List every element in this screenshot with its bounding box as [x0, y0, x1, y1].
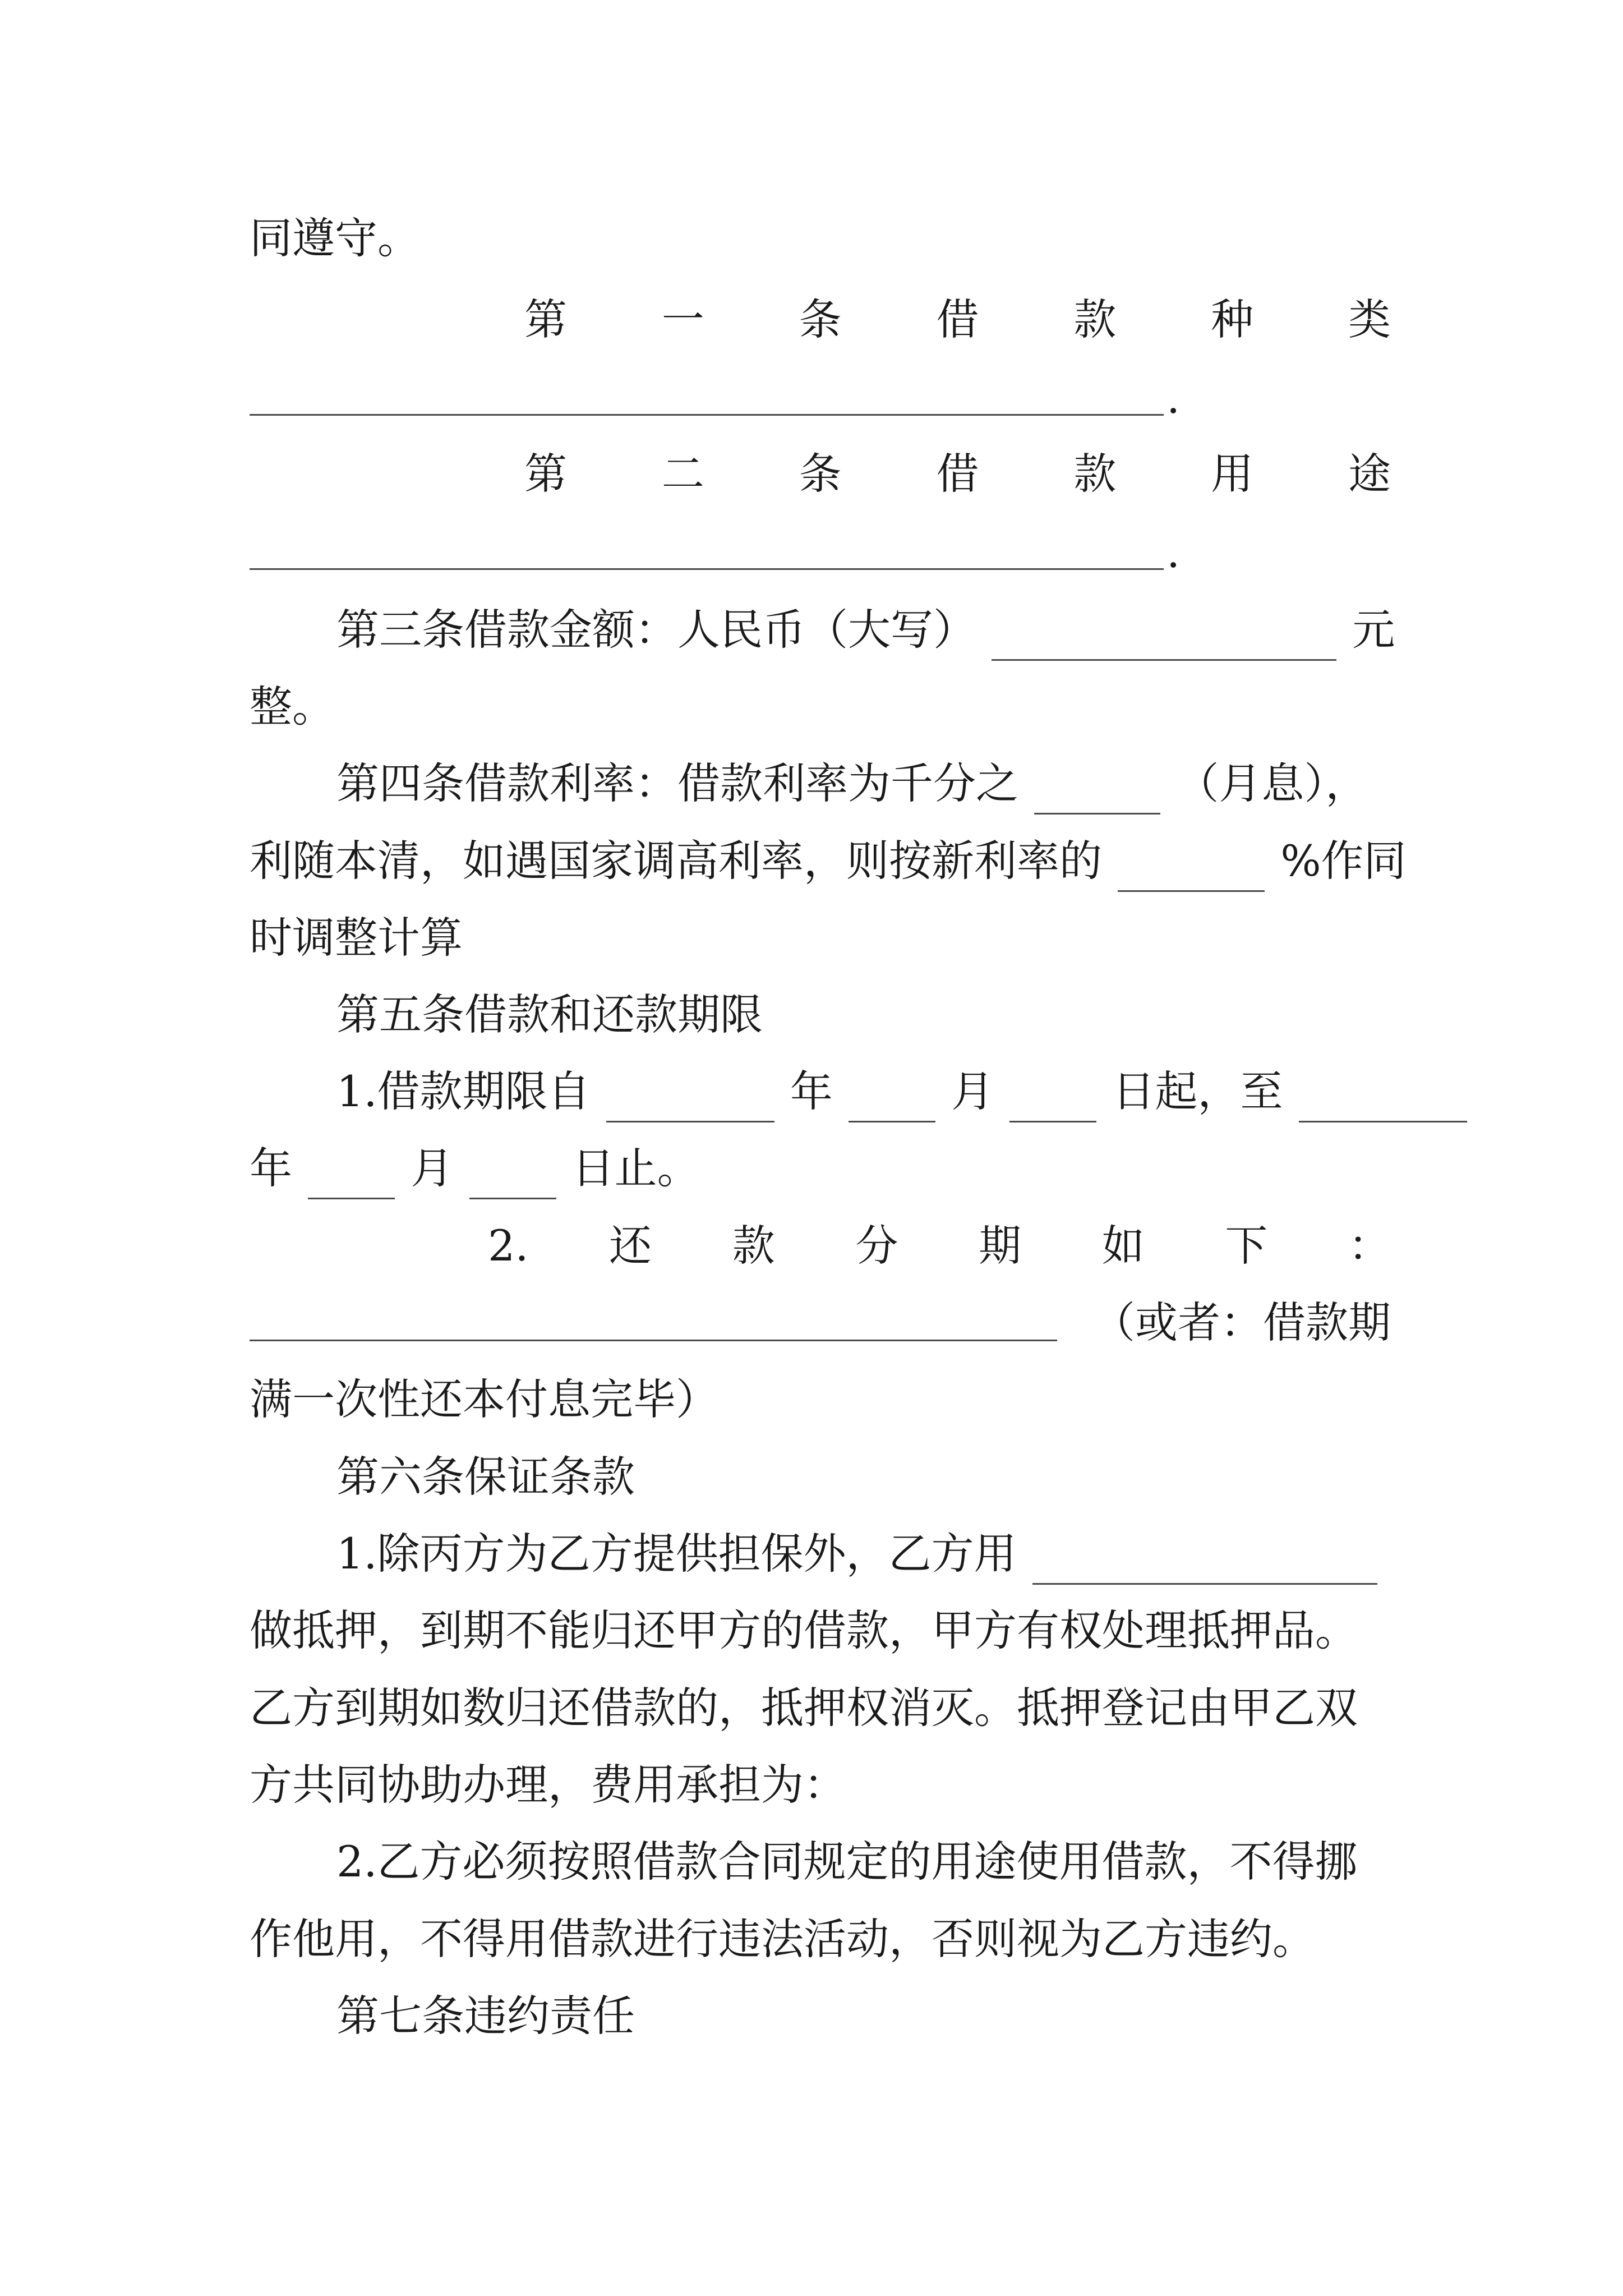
text-line	[250, 830, 1407, 892]
heading-char: 途	[1348, 449, 1391, 499]
article-5-item-2-heading	[488, 1215, 1391, 1277]
article-6-item-2	[336, 1831, 1391, 1893]
text-line	[1060, 1292, 1391, 1354]
paragraph-text: 第五条借款和还款期限	[336, 990, 763, 1039]
article-6-item-1	[336, 1523, 1391, 1585]
punctuation: .	[1166, 527, 1181, 577]
heading-char: 款	[1073, 295, 1117, 344]
article-2-heading	[524, 443, 1391, 505]
paragraph-text: 月	[411, 1143, 454, 1193]
paragraph-text: %作同	[1280, 836, 1407, 886]
paragraph-text: （月息），	[1176, 758, 1368, 808]
text-line	[250, 676, 1391, 738]
paragraph-text: 满一次性还本付息完毕）	[250, 1374, 718, 1424]
heading-char: 类	[1348, 295, 1391, 344]
paragraph-text: 月	[951, 1066, 994, 1116]
text-line	[250, 1138, 1391, 1199]
paragraph-text: 做抵押，到期不能归还甲方的借款，甲方有权处理抵押品。	[250, 1605, 1358, 1655]
heading-char: 第	[524, 449, 567, 499]
text-line	[250, 208, 1391, 269]
heading-char: 种	[1211, 295, 1254, 344]
text-line	[250, 1908, 1391, 1970]
heading-char: 用	[1211, 449, 1254, 499]
end-day-blank[interactable]	[469, 1148, 556, 1199]
installment-blank[interactable]	[250, 1340, 1057, 1341]
text-line	[1166, 522, 1200, 583]
heading-char: 条	[799, 449, 842, 499]
article-3-line	[336, 599, 1395, 661]
text-line	[250, 1677, 1391, 1739]
text-line	[250, 907, 1391, 969]
paragraph-text: 时调整计算	[250, 913, 463, 963]
article-1-heading	[524, 289, 1391, 351]
paragraph-text: 年	[250, 1143, 292, 1193]
paragraph-text: 第三条借款金额：人民币（大写）	[336, 605, 976, 655]
heading-char: 一	[661, 295, 704, 344]
heading-char: 还	[609, 1221, 652, 1271]
collateral-blank[interactable]	[1032, 1534, 1377, 1585]
paragraph-text: 第六条保证条款	[336, 1452, 635, 1502]
paragraph-text: 同遵守。	[250, 213, 420, 263]
fill-in-blank[interactable]	[250, 414, 1164, 416]
heading-char: 分	[855, 1221, 898, 1271]
paragraph-text: 1.除丙方为乙方提供担保外，乙方用	[336, 1529, 1017, 1579]
heading-char: 款	[732, 1221, 775, 1271]
paragraph-text: 利随本清，如遇国家调高利率，则按新利率的	[250, 836, 1102, 886]
rate-blank[interactable]	[1034, 763, 1160, 815]
text-line	[250, 1600, 1391, 1662]
article-6-heading	[336, 1446, 1391, 1508]
heading-char: 2.	[488, 1221, 529, 1271]
paragraph-text: 2.乙方必须按照借款合同规定的用途使用借款，不得挪	[336, 1837, 1358, 1887]
heading-char: 如	[1101, 1221, 1145, 1271]
article-5-item-1	[336, 1061, 1391, 1122]
article-4-line	[336, 753, 1391, 815]
paragraph-text: 日起，至	[1112, 1066, 1283, 1116]
paragraph-text: 第四条借款利率：借款利率为千分之	[336, 758, 1018, 808]
fill-in-blank[interactable]	[250, 568, 1164, 570]
heading-char: 下	[1225, 1221, 1268, 1271]
heading-char: 第	[524, 295, 567, 344]
paragraph-text: 1.借款期限自	[336, 1066, 591, 1116]
amount-blank[interactable]	[992, 610, 1336, 661]
paragraph-text: 乙方到期如数归还借款的，抵押权消灭。抵押登记由甲乙双	[250, 1683, 1358, 1733]
article-5-heading	[336, 984, 1391, 1046]
text-line	[250, 1754, 1391, 1816]
paragraph-text: 整。	[250, 682, 335, 731]
article-7-heading	[336, 1985, 1391, 2047]
paragraph-text: 日止。	[571, 1143, 700, 1193]
text-line	[1166, 367, 1200, 429]
heading-char: 条	[799, 295, 842, 344]
paragraph-text: 作他用，不得用借款进行违法活动，否则视为乙方违约。	[250, 1914, 1315, 1964]
punctuation: .	[1166, 373, 1181, 423]
heading-char: 借	[936, 449, 979, 499]
paragraph-text: 元	[1352, 605, 1395, 655]
heading-char: ：	[1348, 1221, 1391, 1271]
start-day-blank[interactable]	[1009, 1071, 1096, 1122]
end-month-blank[interactable]	[308, 1148, 395, 1199]
end-year-blank[interactable]	[1299, 1071, 1467, 1122]
text-line	[250, 1369, 1391, 1430]
paragraph-text: （或者：借款期	[1092, 1297, 1391, 1347]
heading-char: 二	[661, 449, 704, 499]
heading-char: 期	[979, 1221, 1022, 1271]
start-year-blank[interactable]	[606, 1071, 774, 1122]
heading-char: 款	[1073, 449, 1117, 499]
paragraph-text: 年	[790, 1066, 833, 1116]
paragraph-text: 第七条违约责任	[336, 1991, 635, 2041]
percent-blank[interactable]	[1118, 841, 1265, 892]
heading-char: 借	[936, 295, 979, 344]
paragraph-text: 方共同协助办理，费用承担为：	[250, 1760, 846, 1810]
start-month-blank[interactable]	[849, 1071, 935, 1122]
